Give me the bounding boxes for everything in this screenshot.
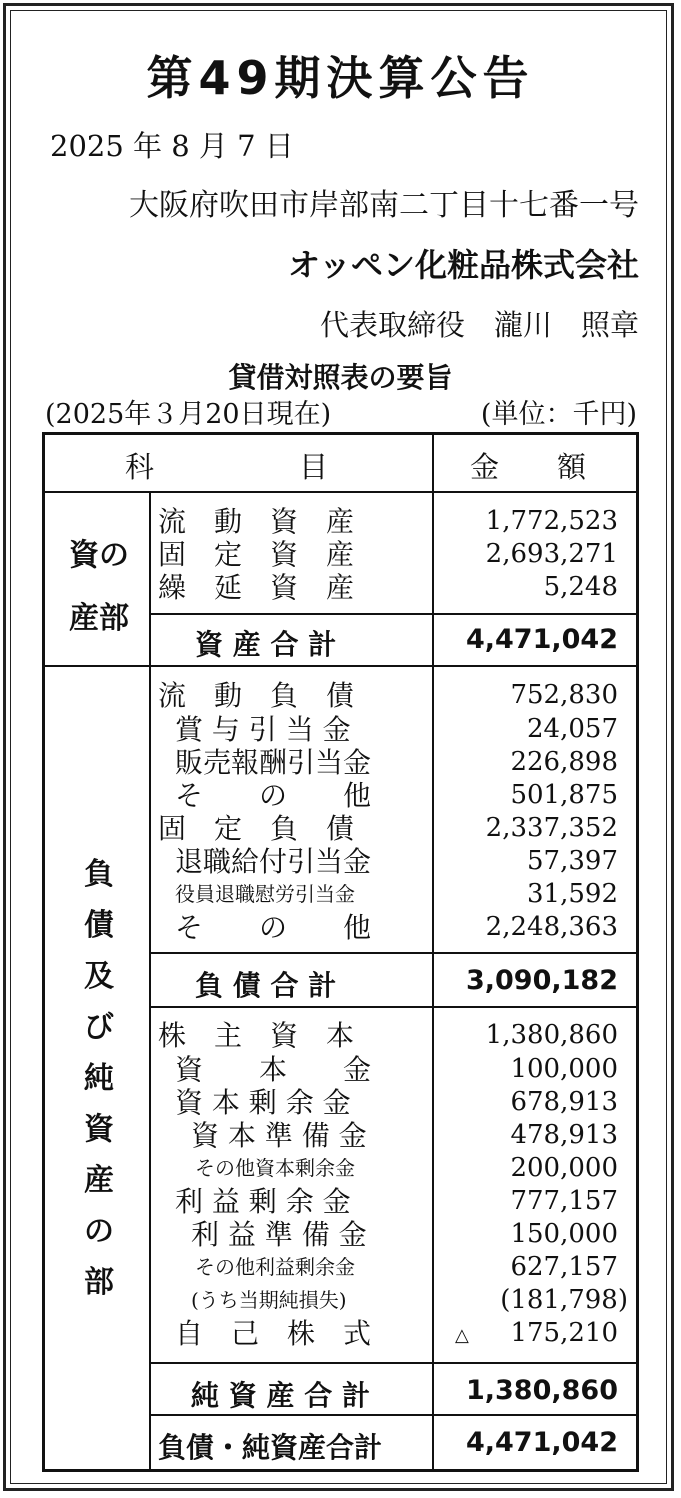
assets-total-label: 資 産 合 計 xyxy=(195,628,337,661)
retained-earnings-value: 777,157 xyxy=(510,1186,618,1216)
grand-total-value: 4,471,042 xyxy=(465,1427,618,1458)
liability-current-value: 752,830 xyxy=(510,680,618,710)
treasury-stock-value: 175,210 xyxy=(510,1318,618,1348)
liab-category-char-5: 純 xyxy=(84,1061,114,1096)
fixed-other-value: 2,248,363 xyxy=(485,912,618,942)
balance-sheet-title: 貸借対照表の要旨 xyxy=(228,361,453,394)
officer-retirement-label: 役員退職慰労引当金 xyxy=(175,882,355,906)
liab-category-char-6: 資 xyxy=(84,1112,114,1147)
asset-fixed-label: 固 定 資 産 xyxy=(158,538,355,571)
capital-surplus-value: 678,913 xyxy=(510,1087,618,1117)
capital-stock-label: 資 本 金 xyxy=(175,1053,372,1086)
company-address: 大阪府吹田市岸部南二丁目十七番一号 xyxy=(129,188,639,223)
net-assets-total-label: 純 資 産 合 計 xyxy=(191,1379,370,1412)
liab-category-char-3: 及 xyxy=(84,959,114,994)
header-item: 科 目 xyxy=(125,450,329,484)
net-assets-total-value: 1,380,860 xyxy=(465,1375,618,1406)
retirement-benefit-value: 57,397 xyxy=(527,846,618,876)
liability-fixed-value: 2,337,352 xyxy=(485,813,618,843)
other-capital-surplus-label: その他資本剰余金 xyxy=(195,1156,355,1180)
capital-stock-value: 100,000 xyxy=(510,1054,618,1084)
treasury-stock-label: 自 己 株 式 xyxy=(175,1317,372,1350)
assets-section-rule xyxy=(45,665,636,667)
unit-label: (単位：千円) xyxy=(480,399,637,430)
shareholders-equity-label: 株 主 資 本 xyxy=(158,1019,355,1052)
liab-category-char-1: 負 xyxy=(84,857,114,892)
asset-fixed-value: 2,693,271 xyxy=(485,539,618,569)
liabilities-total-rule xyxy=(149,952,636,954)
liab-category-char-8: の xyxy=(84,1214,114,1249)
asset-deferred-label: 繰 延 資 産 xyxy=(158,571,355,604)
representative: 代表取締役 瀧川 照章 xyxy=(319,308,639,342)
assets-total-value: 4,471,042 xyxy=(465,624,618,655)
bonus-reserve-label: 賞 与 引 当 金 xyxy=(175,713,351,746)
category-divider xyxy=(149,491,151,1469)
company-name: オッペン化粧品株式会社 xyxy=(287,246,639,284)
liab-category-char-2: 債 xyxy=(84,908,114,943)
fixed-other-label: そ の 他 xyxy=(175,911,372,944)
assets-total-rule xyxy=(149,613,636,615)
sales-reward-reserve-value: 226,898 xyxy=(510,747,618,777)
retained-earnings-label: 利 益 剰 余 金 xyxy=(175,1185,351,1218)
liabilities-total-label: 負 債 合 計 xyxy=(195,969,337,1002)
other-retained-earnings-value: 627,157 xyxy=(510,1252,618,1282)
as-of-date: (2025年３月20日現在) xyxy=(45,399,332,430)
grand-total-rule xyxy=(149,1414,636,1416)
grand-total-label: 負債・純資産合計 xyxy=(158,1431,383,1464)
header-rule xyxy=(45,491,636,493)
net-loss-label: (うち当期純損失) xyxy=(191,1288,347,1312)
shareholders-equity-value: 1,380,860 xyxy=(485,1020,618,1050)
officer-retirement-value: 31,592 xyxy=(527,879,618,909)
notice-date: 2025 年 8 月 7 日 xyxy=(50,129,294,163)
liab-category-char-7: 産 xyxy=(84,1163,114,1198)
capital-reserve-value: 478,913 xyxy=(510,1120,618,1150)
retirement-benefit-label: 退職給付引当金 xyxy=(175,845,372,878)
liab-category-char-9: 部 xyxy=(84,1265,114,1300)
net-assets-total-rule xyxy=(149,1362,636,1364)
liability-current-label: 流 動 負 債 xyxy=(158,679,355,712)
sales-reward-reserve-label: 販売報酬引当金 xyxy=(175,746,372,779)
asset-deferred-value: 5,248 xyxy=(543,572,618,602)
liability-fixed-label: 固 定 負 債 xyxy=(158,812,355,845)
notice-title: 第49期決算公告 xyxy=(146,51,535,105)
balance-sheet-table xyxy=(42,432,639,1472)
other-retained-earnings-label: その他利益剰余金 xyxy=(195,1255,355,1279)
legal-retained-reserve-value: 150,000 xyxy=(510,1219,618,1249)
current-other-label: そ の 他 xyxy=(175,779,372,812)
bonus-reserve-value: 24,057 xyxy=(527,714,618,744)
assets-category-line1: 資の xyxy=(69,538,129,573)
other-capital-surplus-value: 200,000 xyxy=(510,1153,618,1183)
capital-reserve-label: 資 本 準 備 金 xyxy=(191,1119,367,1152)
negative-triangle-icon: △ xyxy=(455,1325,469,1346)
capital-surplus-label: 資 本 剰 余 金 xyxy=(175,1086,351,1119)
legal-retained-reserve-label: 利 益 準 備 金 xyxy=(191,1218,367,1251)
header-amount: 金 額 xyxy=(470,450,587,484)
net-loss-value: (181,798) xyxy=(500,1285,628,1315)
liabilities-total-value: 3,090,182 xyxy=(465,965,618,996)
assets-category-line2: 産部 xyxy=(69,601,129,636)
liab-category-char-4: び xyxy=(84,1010,114,1045)
current-other-value: 501,875 xyxy=(510,780,618,810)
asset-current-label: 流 動 資 産 xyxy=(158,505,355,538)
asset-current-value: 1,772,523 xyxy=(485,506,618,536)
equity-start-rule xyxy=(149,1006,636,1008)
